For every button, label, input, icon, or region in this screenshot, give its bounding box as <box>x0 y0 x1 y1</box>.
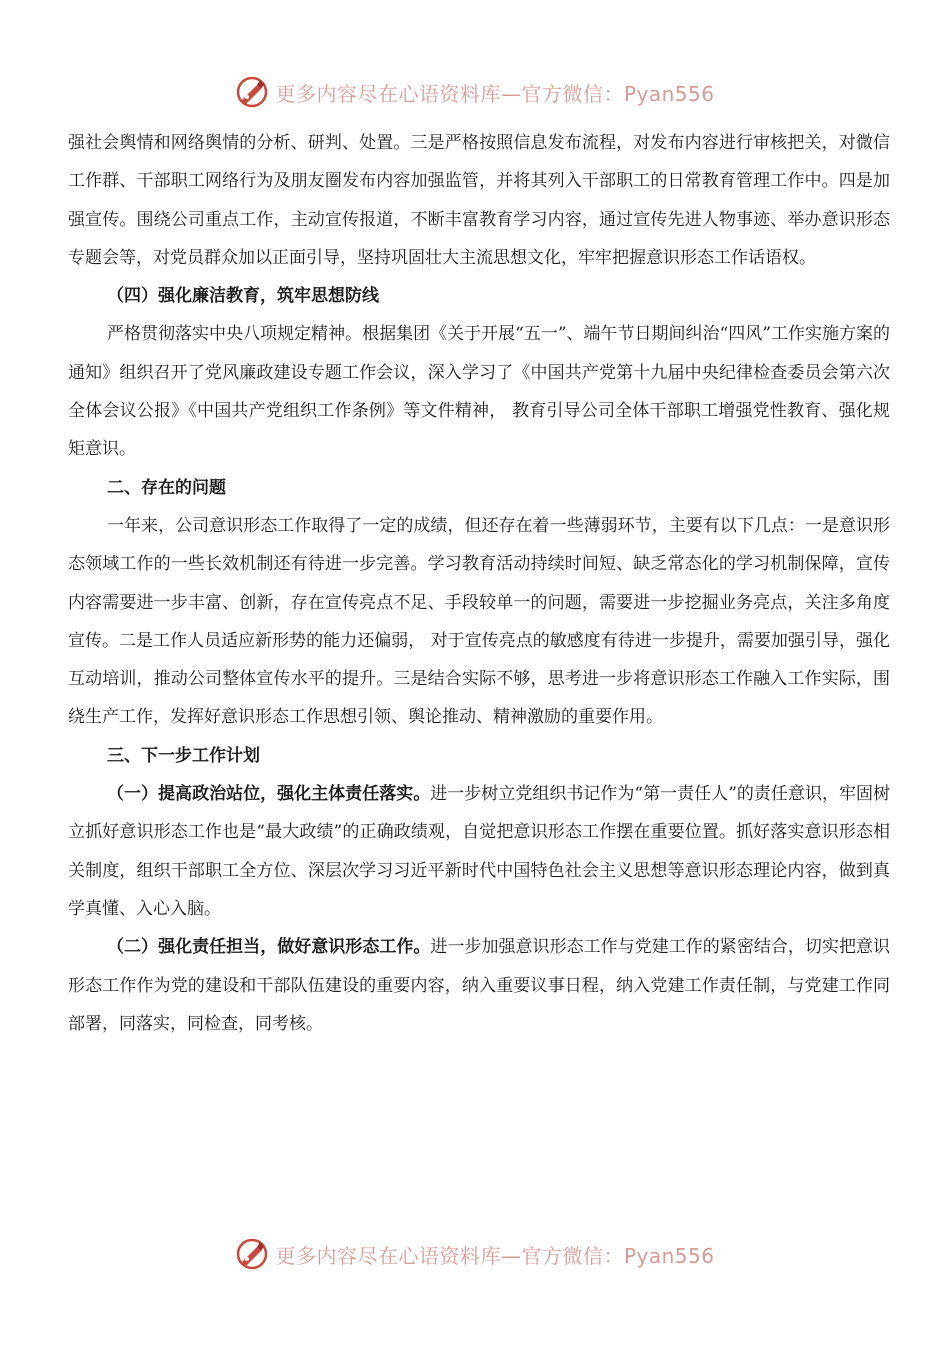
document-body <box>68 124 890 1043</box>
banner-text: 更多内容尽在心语资料库—官方微信：Pyan556 <box>275 81 715 106</box>
paragraph-text: 进一步树立党组织书记作为“第一责任人”的责任意识，牢固树立抓好意识形态工作也是“最大政绩”的正确政绩观，自觉把意识形态工作摆在重要位置。抓好落实意识形态相关制度，组织干部职工全方位、深层次学习习近平新时代中国特色社会主义思想等意识形态理论内容，做到真学真懂、入心入脑。 <box>68 784 891 919</box>
section-heading-plan: 三、下一步工作计划 <box>107 745 260 766</box>
section-heading-problems: 二、存在的问题 <box>107 477 226 498</box>
paragraph <box>68 775 890 928</box>
banner-text: 更多内容尽在心语资料库—官方微信：Pyan556 <box>275 1243 715 1268</box>
paragraph-text: 进一步加强意识形态工作与党建工作的紧密结合，切实把意识形态工作作为党的建设和干部队伍建设的重要内容，纳入重要议事日程，纳入党建工作责任制，与党建工作同部署，同落实，同检查，同考核。 <box>68 937 890 1034</box>
paragraph: 强社会舆情和网络舆情的分析、研判、处置。三是严格按照信息发布流程，对发布内容进行审核把关，对微信工作群、干部职工网络行为及朋友圈发布内容加强监管，并将其列入干部职工的日常教育管理工作中。四是加强宣传。围绕公司重点工作，主动宣传报道，不断丰富教育学习内容，通过宣传先进人物事迹、举办意识形态专题会等，对党员群众加以正面引导，坚持巩固壮大主流思想文化，牢牢把握意识形态工作话语权。 <box>68 133 890 268</box>
paragraph: 严格贯彻落实中央八项规定精神。根据集团《关于开展“五一”、端午节日期间纠治“四风”工作实施方案的通知》组织召开了党风廉政建设专题工作会议，深入学习了《中国共产党第十九届中央纪律检查委员会第六次全体会议公报》《中国共产党组织工作条例》等文件精神， 教育引导公司全体干部职工增强党性教育、强化规矩意识。 <box>68 324 890 460</box>
paragraph <box>68 928 890 1043</box>
paragraph-lead: （一）提高政治站位，强化主体责任落实。 <box>107 784 431 805</box>
header-banner <box>0 72 950 112</box>
paragraph-lead: （二）强化责任担当，做好意识形态工作。 <box>107 937 431 958</box>
pen-seal-logo-icon <box>235 1237 269 1271</box>
footer-banner <box>0 1234 950 1274</box>
section-heading-4: （四）强化廉洁教育，筑牢思想防线 <box>107 286 379 307</box>
paragraph: 一年来，公司意识形态工作取得了一定的成绩，但还存在着一些薄弱环节，主要有以下几点：一是意识形态领域工作的一些长效机制还有待进一步完善。学习教育活动持续时间短、缺乏常态化的学习机制保障，宣传内容需要进一步丰富、创新，存在宣传亮点不足、手段较单一的问题，需要进一步挖掘业务亮点，关注多角度宣传。二是工作人员适应新形势的能力还偏弱， 对于宣传亮点的敏感度有待进一步提升，需要加强引导，强化互动培训，推动公司整体宣传水平的提升。三是结合实际不够，思考进一步将意识形态工作融入工作实际，围绕生产工作，发挥好意识形态工作思想引领、舆论推动、精神激励的重要作用。 <box>68 515 890 728</box>
pen-seal-logo-icon <box>235 75 269 109</box>
